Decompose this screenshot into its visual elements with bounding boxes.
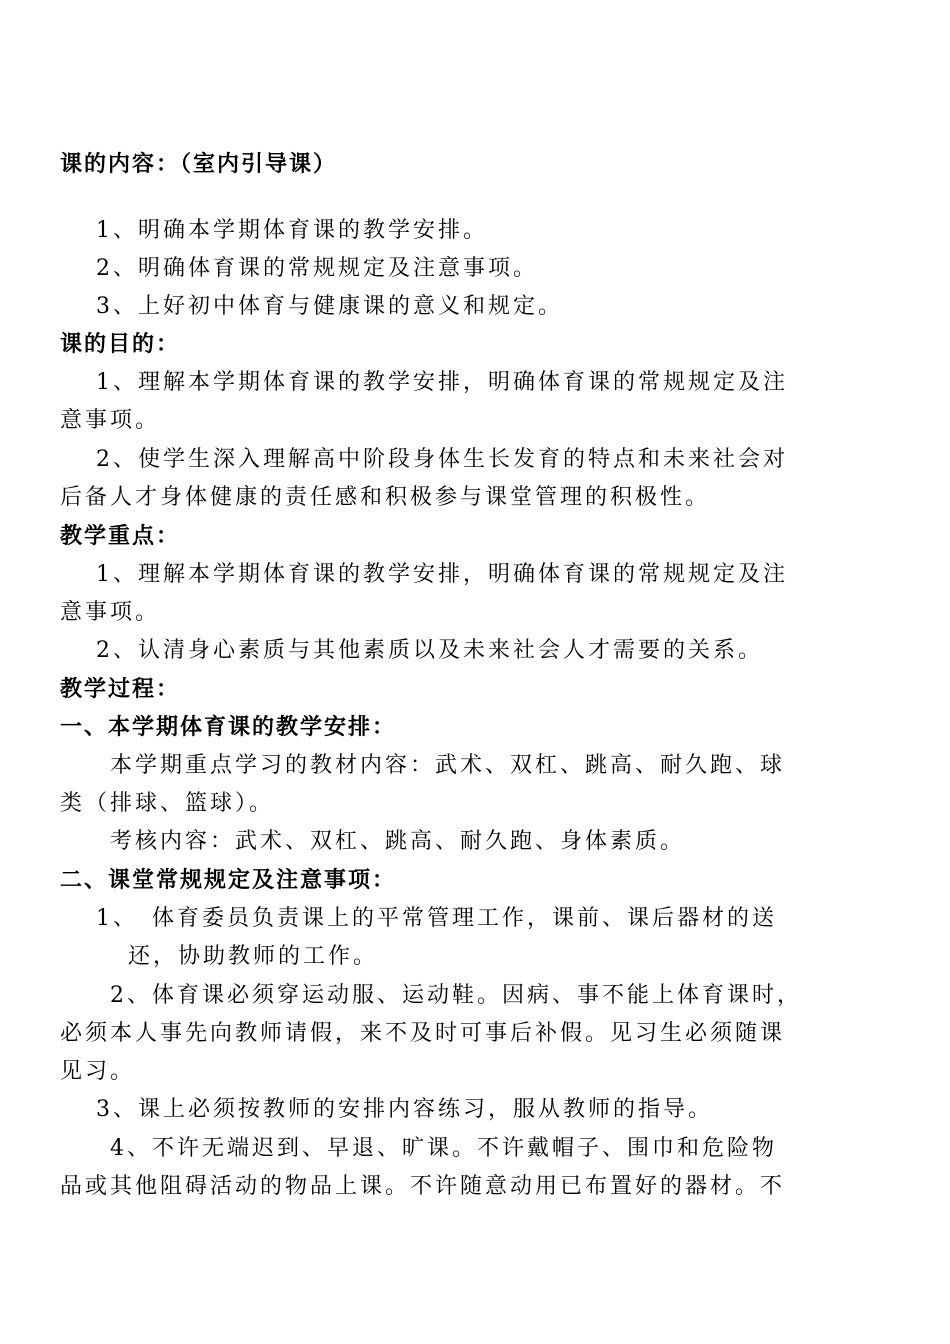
purpose-heading: 课的目的： [60,332,181,357]
purpose-item-2-line-1: 2、使学生深入理解高中阶段身体生长发育的特点和未来社会对 [96,447,788,472]
section1-line-1: 本学期重点学习的教材内容：武术、双杠、跳高、耐久跑、球 [110,753,786,778]
section1-line-3: 考核内容：武术、双杠、跳高、耐久跑、身体素质。 [110,829,686,854]
section2-line-2: 还，协助教师的工作。 [128,944,379,969]
key-item-1-line-2: 意事项。 [60,600,161,625]
section2-line-1: 1、 体育委员负责课上的平常管理工作，课前、课后器材的送 [96,906,777,931]
purpose-item-1-line-2: 意事项。 [60,408,161,433]
content-heading: 课的内容：（室内引导课） [60,152,338,177]
process-heading: 教学过程： [60,677,181,702]
section2-line-7: 4、不许无端迟到、早退、旷课。不许戴帽子、围巾和危险物 [110,1136,777,1161]
key-item-1-line-1: 1、理解本学期体育课的教学安排，明确体育课的常规规定及注 [96,562,788,587]
section2-line-6: 3、课上必须按教师的安排内容练习，服从教师的指导。 [96,1097,713,1122]
content-item-2: 2、明确体育课的常规规定及注意事项。 [96,256,538,281]
content-item-3: 3、上好初中体育与健康课的意义和规定。 [96,294,563,319]
section1-line-2: 类（排球、篮球）。 [60,791,275,816]
purpose-item-2-line-2: 后备人才身体健康的责任感和积极参与课堂管理的积极性。 [60,485,711,510]
section2-line-3: 2、体育课必须穿运动服、运动鞋。因病、事不能上体育课时， [110,983,802,1008]
section2-line-5: 见习。 [60,1059,136,1084]
section2-line-8: 品或其他阻碍活动的物品上课。不许随意动用已布置好的器材。不 [60,1174,786,1199]
section2-heading: 二、课堂常规规定及注意事项： [60,868,397,893]
key-item-2-line-1: 2、认清身心素质与其他素质以及未来社会人才需要的关系。 [96,638,763,663]
section1-heading: 一、本学期体育课的教学安排： [60,715,397,740]
section2-line-4: 必须本人事先向教师请假，来不及时可事后补假。见习生必须随课 [60,1021,786,1046]
content-item-1: 1、明确本学期体育课的教学安排。 [96,218,488,243]
key-heading: 教学重点： [60,524,181,549]
purpose-item-1-line-1: 1、理解本学期体育课的教学安排，明确体育课的常规规定及注 [96,370,788,395]
